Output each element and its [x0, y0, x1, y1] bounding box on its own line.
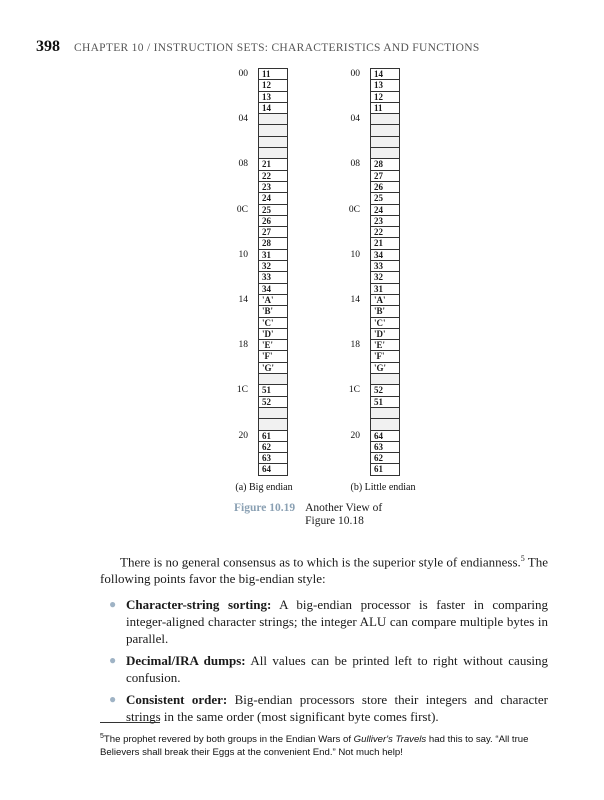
memory-cell: 'D': [371, 329, 399, 340]
big-endian-memory-column: [258, 68, 288, 476]
memory-cell: 27: [259, 227, 287, 238]
memory-cell: 26: [371, 182, 399, 193]
bullet-text: All values can be printed left to right without causing confusion.: [126, 653, 548, 685]
memory-cell: 21: [259, 159, 287, 170]
bullet-list: [108, 596, 548, 730]
memory-cell: 'E': [259, 340, 287, 351]
memory-cell: 11: [371, 103, 399, 114]
memory-cell: 62: [259, 442, 287, 453]
list-item: [108, 652, 548, 686]
page-header: [36, 38, 480, 56]
bullet-text: Big-endian processors store their integers and character strings in the same order (most significant byte comes first).: [126, 692, 548, 724]
address-label: 14: [350, 295, 360, 305]
memory-cell: 'G': [371, 363, 399, 374]
address-label: 18: [238, 340, 248, 351]
memory-cell: 33: [371, 261, 399, 272]
list-item: [108, 691, 548, 725]
memory-cell: 52: [259, 397, 287, 408]
footnote-ref[interactable]: 5: [520, 554, 525, 563]
footnote-book-title: Gulliver's Travels: [353, 734, 427, 746]
big-endian-caption: (a) Big endian: [235, 482, 293, 493]
address-label: 1C: [348, 385, 360, 396]
memory-cell: [259, 125, 287, 136]
little-endian-caption: (b) Little endian: [350, 482, 416, 493]
memory-cell: 26: [259, 216, 287, 227]
memory-cell: [371, 374, 399, 385]
address-label: 10: [238, 249, 248, 260]
memory-cell: 24: [259, 193, 287, 204]
memory-cell: [371, 408, 399, 419]
address-label: 10: [350, 249, 360, 260]
memory-cell: [259, 148, 287, 159]
intro-text: There is no general consensus as to which is the superior style of endianness.: [120, 554, 521, 570]
memory-cell: [259, 374, 287, 385]
address-label: 20: [350, 430, 360, 441]
memory-cell: 52: [371, 385, 399, 396]
memory-cell: 14: [371, 69, 399, 80]
memory-cell: 63: [259, 453, 287, 464]
memory-cell: [259, 137, 287, 148]
memory-cell: 31: [371, 284, 399, 295]
bullet-term: Consistent order:: [126, 692, 228, 707]
memory-cell: 28: [371, 159, 399, 170]
memory-cell: 14: [259, 103, 287, 114]
address-label: 20: [238, 430, 248, 441]
address-label: 08: [350, 159, 360, 170]
bullet-icon: ●: [109, 653, 117, 667]
memory-cell: [371, 125, 399, 136]
address-label: 04: [350, 114, 360, 125]
memory-cell: [371, 114, 399, 125]
memory-cell: 62: [371, 453, 399, 464]
memory-cell: 13: [259, 92, 287, 103]
memory-cell: 'E': [371, 340, 399, 351]
bullet-icon: ●: [109, 692, 117, 706]
memory-cell: 34: [371, 250, 399, 261]
memory-cell: 25: [259, 205, 287, 216]
intro-text-continued: The following points favor the big-endian style:: [100, 554, 548, 587]
memory-cell: 64: [262, 464, 271, 475]
address-label: 0C: [236, 204, 248, 215]
little-endian-memory-column: [370, 68, 400, 476]
memory-cell: 'F': [259, 351, 287, 362]
memory-cell: 23: [371, 216, 399, 227]
memory-cell: [371, 137, 399, 148]
bullet-term: Decimal/IRA dumps:: [126, 653, 246, 668]
memory-cell: 64: [371, 431, 399, 442]
memory-cell: 22: [259, 171, 287, 182]
memory-cell: 34: [259, 284, 287, 295]
memory-cell: 63: [371, 442, 399, 453]
memory-cell: 11: [259, 69, 287, 80]
memory-cell: [259, 408, 287, 419]
memory-cell: 21: [371, 238, 399, 249]
bullet-term: Character-string sorting:: [126, 597, 272, 612]
address-label: 00: [350, 69, 360, 79]
memory-cell: [371, 419, 399, 430]
memory-cell: 31: [259, 250, 287, 261]
memory-cell: 12: [371, 92, 399, 103]
address-label: 18: [350, 340, 360, 351]
address-label: 08: [238, 159, 248, 170]
memory-cell: 'D': [259, 329, 287, 340]
memory-cell: 28: [259, 238, 287, 249]
memory-cell: 25: [371, 193, 399, 204]
memory-cell: 'B': [371, 306, 399, 317]
bullet-text: A big-endian processor is faster in comparing integer-aligned character strings; the integer ALU can compare multiple bytes in parallel.: [126, 597, 549, 646]
footnote-text: The prophet revered by both groups in the Endian Wars of: [103, 734, 354, 746]
memory-cell: 51: [259, 385, 287, 396]
figure-label: Figure 10.19: [234, 502, 296, 514]
memory-cell: 'C': [371, 318, 399, 329]
memory-cell: 32: [371, 272, 399, 283]
list-item: [108, 596, 548, 647]
memory-cell: 13: [371, 80, 399, 91]
page-number: 398: [36, 38, 60, 55]
figure-title-text: Another View of Figure 10.18: [305, 502, 383, 527]
memory-cell: 61: [259, 431, 287, 442]
address-label: 0C: [348, 204, 360, 215]
address-label: 04: [238, 114, 248, 125]
memory-cell: 33: [259, 272, 287, 283]
memory-cell: 23: [259, 182, 287, 193]
memory-cell: 'G': [259, 363, 287, 374]
chapter-title: CHAPTER 10 / INSTRUCTION SETS: CHARACTERISTICS AND FUNCTIONS: [74, 42, 480, 54]
figure-title: [234, 502, 391, 528]
memory-cell: [259, 114, 287, 125]
address-label: 1C: [236, 385, 248, 396]
memory-cell: [371, 148, 399, 159]
address-label: 00: [238, 69, 248, 79]
intro-paragraph: [100, 550, 548, 587]
address-label: 14: [238, 295, 248, 305]
memory-cell: 'A': [259, 295, 287, 306]
bullet-icon: ●: [109, 597, 117, 611]
memory-cell: 'A': [371, 295, 399, 306]
memory-cell: 'F': [371, 351, 399, 362]
footnote-number: 5: [100, 733, 104, 740]
memory-cell: 12: [259, 80, 287, 91]
footnote-divider: [100, 722, 160, 723]
memory-cell: 24: [371, 205, 399, 216]
memory-cell: 22: [371, 227, 399, 238]
memory-cell: 61: [374, 464, 383, 475]
memory-cell: 51: [371, 397, 399, 408]
footnote-text-end: had this to say. “All true Believers shall break their Eggs at the convenient End.” Not much help!: [100, 734, 529, 759]
memory-cell: 27: [371, 171, 399, 182]
footnote: [100, 730, 552, 759]
memory-cell: 32: [259, 261, 287, 272]
memory-cell: 'C': [259, 318, 287, 329]
memory-cell: [259, 419, 287, 430]
memory-cell: 'B': [259, 306, 287, 317]
